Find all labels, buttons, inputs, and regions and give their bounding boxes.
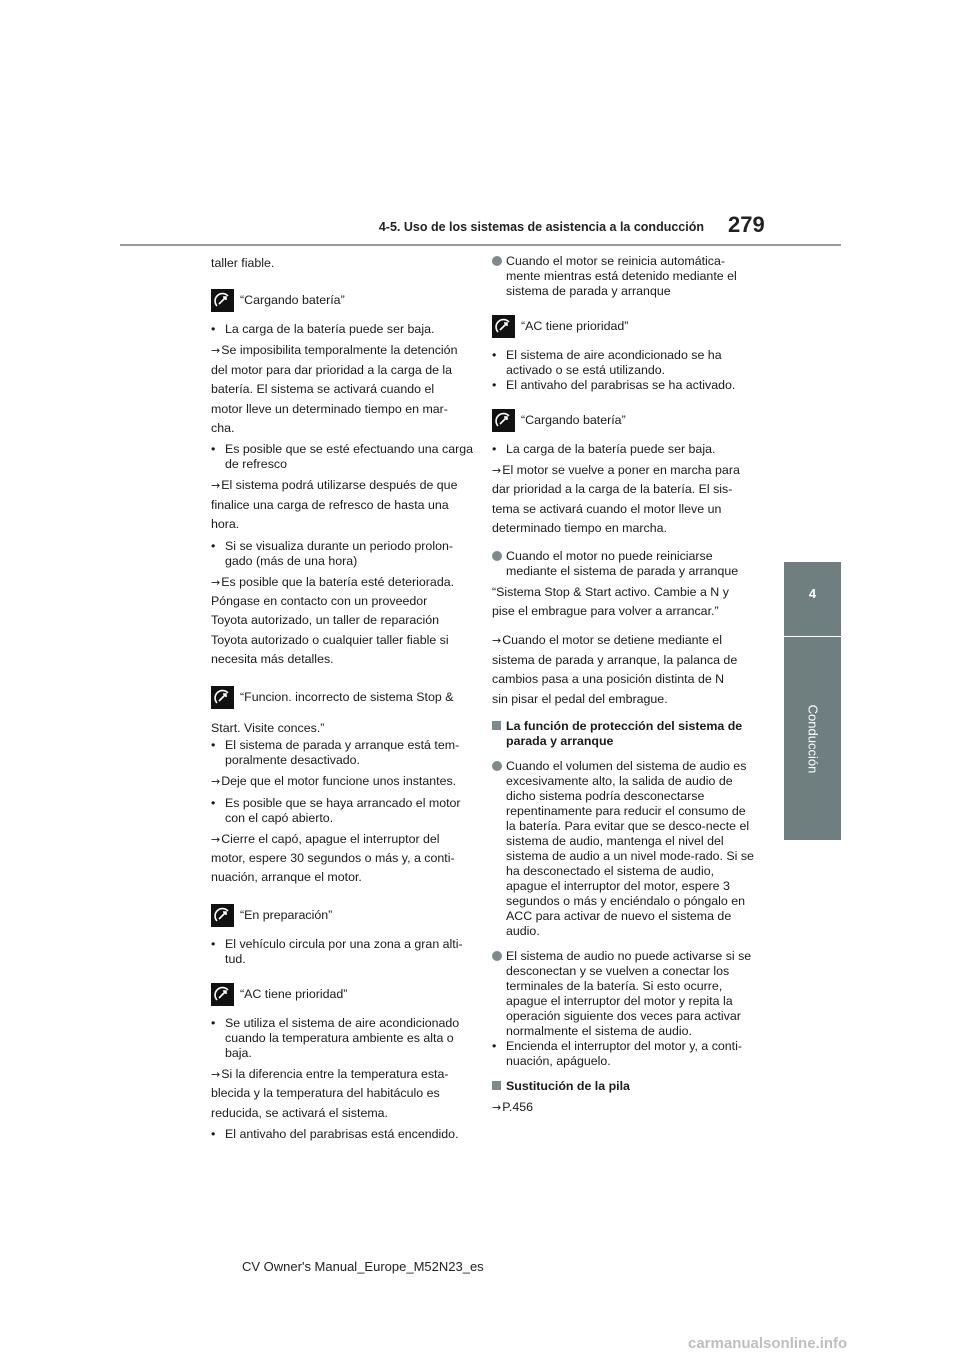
bullet-item: • Se utiliza el sistema de aire acondicionado cuando la temperatura ambiente es alta o baja.	[211, 1016, 473, 1061]
line: nuación, arranque el motor.	[211, 870, 362, 885]
circle-bullet-icon	[492, 256, 502, 266]
line: finalice una carga de refresco de hasta una	[211, 497, 449, 512]
line: Si la diferencia entre la temperatura esta-	[221, 1066, 449, 1081]
message-text: “Funcion. incorrecto de sistema Stop &	[240, 689, 454, 704]
circle-item-text: El sistema de audio no puede activarse si se desconectan y se vuelven a conectar los terminales de la batería. Si esto ocurre, apague el interruptor del motor y repita la operación siguiente dos veces para activar normalmente el sistema de audio.	[506, 949, 752, 1039]
bullet-item: • El antivaho del parabrisas se ha activado.	[492, 378, 754, 393]
message-row	[492, 315, 754, 338]
stop-start-warning-icon	[492, 315, 515, 338]
line: Deje que el motor funcione unos instantes.	[221, 774, 457, 789]
section-heading-text: La función de protección del sistema de parada y arranque	[506, 719, 743, 749]
message-text: “Cargando batería”	[240, 293, 345, 308]
line: determinado tiempo en marcha.	[492, 521, 667, 536]
footer-manual-id: CV Owner's Manual_Europe_M52N23_es	[242, 1259, 484, 1274]
line: Se imposibilita temporalmente la detención	[221, 343, 458, 358]
page-reference-text: P.456	[502, 1100, 534, 1115]
bullet-item: • La carga de la batería puede ser baja.	[492, 442, 754, 457]
arrow-icon: →	[211, 479, 221, 493]
right-column	[492, 254, 754, 1117]
arrow-paragraph	[211, 573, 473, 670]
section-heading-text: Sustitución de la pila	[506, 1079, 630, 1094]
bullet-item: • Es posible que se haya arrancado el motor con el capó abierto.	[211, 796, 473, 826]
chapter-number: 4	[808, 586, 817, 601]
line: Toyota autorizado, un taller de reparación	[211, 613, 439, 628]
circle-bullet-icon	[492, 761, 502, 771]
arrow-icon: →	[211, 344, 221, 358]
circle-item-text: Cuando el motor no puede reiniciarse mediante el sistema de parada y arranque	[506, 548, 739, 578]
line: batería. El sistema se activará cuando el	[211, 382, 435, 397]
arrow-paragraph	[211, 476, 473, 534]
message-row	[211, 983, 473, 1006]
line: cambios pasa a una posición distinta de N	[492, 672, 725, 687]
bullet-item: • El sistema de parada y arranque está tem-poralmente desactivado.	[211, 738, 473, 768]
line: sistema de parada y arranque, la palanca de	[492, 652, 738, 667]
circle-item-text: Cuando el volumen del sistema de audio es excesivamente alto, la salida de audio de dicho sistema podría desconectarse repentinamente para reducir el consumo de la batería. Para evitar que se desco-necte el sistema de audio, mantenga el nivel del sistema de audio a un nivel mode-rado. Si se ha desconectado el sistema de audio, apague el interruptor del motor, espere 3 segundos o más y enciéndalo o póngalo en ACC para activar de nuevo el sistema de audio.	[506, 759, 754, 939]
bullet-item: • La carga de la batería puede ser baja.	[211, 322, 473, 337]
stop-start-warning-icon	[211, 686, 234, 709]
arrow-paragraph	[211, 830, 473, 888]
line: motor, espere 30 segundos o más y, a conti-	[211, 850, 455, 865]
chapter-tab-label	[784, 637, 841, 840]
arrow-paragraph	[211, 772, 473, 791]
message-text: “AC tiene prioridad”	[240, 986, 348, 1001]
circle-bullet-icon	[492, 951, 502, 961]
message-row	[211, 686, 473, 709]
section-title: 4-5. Uso de los sistemas de asistencia a la conducción	[378, 220, 704, 234]
circle-item	[492, 254, 754, 299]
message-row	[492, 409, 754, 432]
arrow-paragraph	[492, 461, 754, 539]
line: dar prioridad a la carga de la batería. El sis-	[492, 482, 733, 497]
bullet-item: • Encienda el interruptor del motor y, a conti-nuación, apáguelo.	[492, 1039, 754, 1069]
section-heading	[492, 1079, 754, 1094]
line: Póngase en contacto con un proveedor	[211, 594, 428, 609]
stop-start-warning-icon	[211, 904, 234, 927]
line: El motor se vuelve a poner en marcha para	[502, 463, 740, 477]
arrow-icon: →	[211, 832, 221, 846]
watermark: carmanualsonline.info	[688, 1335, 848, 1352]
bullet-item: • El antivaho del parabrisas está encendido.	[211, 1127, 473, 1142]
arrow-paragraph	[492, 631, 754, 709]
message-row	[211, 904, 473, 927]
line: Cierre el capó, apague el interruptor del	[221, 831, 440, 846]
arrow-icon: →	[492, 1101, 502, 1115]
left-column	[211, 254, 473, 1142]
page-number: 279	[728, 212, 765, 237]
circle-item	[492, 949, 754, 1039]
line: hora.	[211, 517, 240, 532]
line: Es posible que la batería esté deteriorada.	[221, 574, 455, 589]
line: motor lleve un determinado tiempo en mar-	[211, 401, 448, 416]
line: sin pisar el pedal del embrague.	[492, 691, 668, 706]
arrow-icon: →	[492, 464, 502, 477]
message-text-continued: Start. Visite conces.”	[211, 720, 325, 735]
square-bullet-icon	[492, 721, 501, 730]
line: El sistema podrá utilizarse después de que	[221, 478, 458, 493]
message-text: “AC tiene prioridad”	[521, 319, 629, 333]
arrow-icon: →	[211, 1067, 221, 1081]
square-bullet-icon	[492, 1081, 501, 1090]
bullet-item: • Es posible que se esté efectuando una carga de refresco	[211, 442, 473, 472]
line: Cuando el motor se detiene mediante el	[502, 633, 722, 648]
arrow-icon: →	[492, 634, 502, 648]
bullet-item: • El sistema de aire acondicionado se ha activado o se está utilizando.	[492, 348, 754, 378]
chapter-tab-number	[784, 562, 841, 636]
stop-start-warning-icon	[211, 289, 234, 312]
arrow-paragraph	[211, 1065, 473, 1123]
page-reference	[492, 1098, 754, 1117]
line: reducida, se activará el sistema.	[211, 1105, 388, 1120]
message-text: “Cargando batería”	[521, 413, 626, 427]
chapter-label: Conducción	[805, 704, 820, 773]
circle-item	[492, 759, 754, 939]
line: tema se activará cuando el motor lleve un	[492, 501, 722, 516]
paragraph: taller fiable.	[211, 256, 275, 270]
bullet-item: • Si se visualiza durante un periodo prolon-gado (más de una hora)	[211, 539, 473, 569]
message-text: “En preparación”	[240, 907, 333, 922]
bullet-item: • El vehículo circula por una zona a gran alti-tud.	[211, 937, 473, 967]
arrow-paragraph	[211, 341, 473, 438]
line: pise el embrague para volver a arrancar.”	[492, 604, 719, 619]
line: Toyota autorizado o cualquier taller fiable si	[211, 632, 449, 647]
quoted-message	[492, 583, 754, 622]
circle-bullet-icon	[492, 551, 502, 561]
stop-start-warning-icon	[211, 983, 234, 1006]
stop-start-warning-icon	[492, 409, 515, 432]
line: blecida y la temperatura del habitáculo es	[211, 1086, 440, 1101]
circle-item-text: Cuando el motor se reinicia automática-mente mientras está detenido mediante el sistema de parada y arranque	[506, 254, 737, 298]
arrow-icon: →	[211, 575, 221, 589]
section-heading	[492, 719, 754, 749]
message-row	[211, 289, 473, 312]
line: “Sistema Stop & Start activo. Cambie a N y	[492, 584, 729, 599]
line: del motor para dar prioridad a la carga de la	[211, 362, 453, 377]
line: necesita más detalles.	[211, 652, 334, 667]
header-rule	[120, 244, 841, 246]
circle-item	[492, 549, 754, 579]
line: cha.	[211, 421, 235, 436]
arrow-icon: →	[211, 775, 221, 789]
